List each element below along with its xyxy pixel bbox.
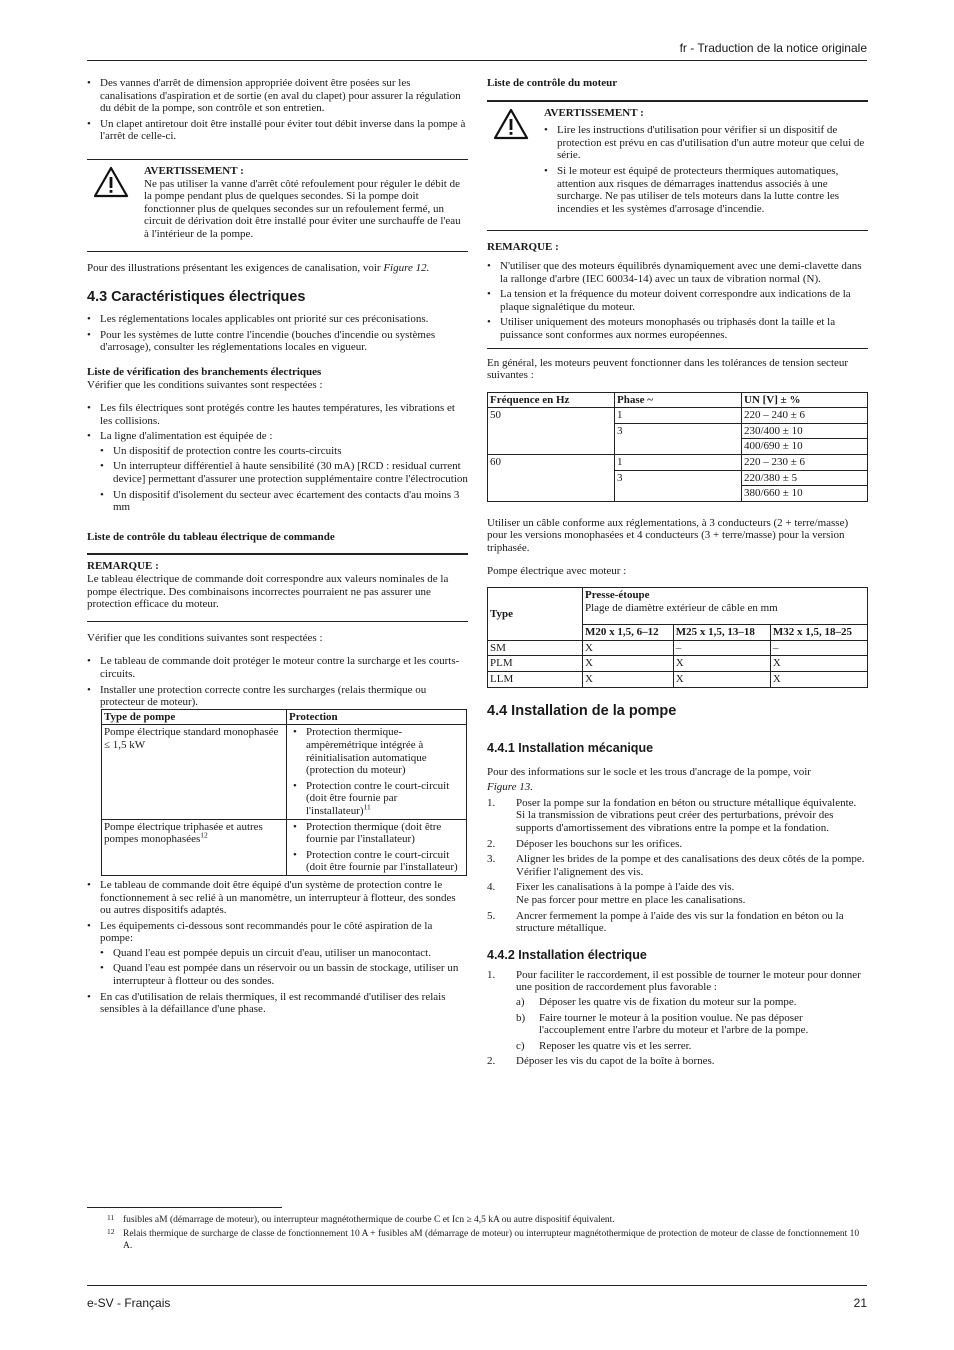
substep-letter: a) bbox=[516, 995, 525, 1008]
step-number: 2. bbox=[487, 837, 496, 850]
subheading-motor-checklist: Liste de contrôle du moteur bbox=[487, 77, 618, 89]
warning-box-valve bbox=[87, 159, 468, 252]
subheading-panel-checklist: Liste de contrôle du tableau électrique de commande bbox=[87, 530, 335, 543]
step-note: Ne pas forcer pour mettre en place les canalisations. bbox=[516, 893, 746, 906]
list-item bbox=[487, 1055, 868, 1068]
table-header: Protection bbox=[287, 709, 467, 725]
header-title: fr - Traduction de la notice originale bbox=[679, 41, 867, 55]
table-row bbox=[488, 408, 868, 424]
step-number: 1. bbox=[487, 796, 496, 809]
step-text: Aligner les brides de la pompe et des canalisations des deux côtés de la pompe. bbox=[516, 853, 865, 866]
panel-checklist bbox=[87, 655, 468, 708]
supply-line-list bbox=[100, 445, 468, 514]
pump-motor-text: Pompe électrique avec moteur : bbox=[487, 564, 627, 577]
footnote-ref: 11 bbox=[363, 802, 371, 812]
connection-intro: Vérifier que les conditions suivantes sont respectées : bbox=[87, 378, 323, 391]
footnote-text: Relais thermique de surcharge de classe de fonctionnement 10 A + fusibles aM (démarrage de moteur) ou interrupteur magnétothermique de protection de moteur de classe de fonctionnement 10 A. bbox=[123, 1229, 860, 1251]
list-item-text: La ligne d'alimentation est équipée de : bbox=[100, 430, 273, 443]
footnote-rule bbox=[87, 1207, 282, 1208]
list-item bbox=[516, 996, 868, 1009]
step-text: Déposer les bouchons sur les orifices. bbox=[516, 837, 683, 850]
pipe-valve-list bbox=[87, 77, 468, 143]
table-header: Type bbox=[488, 588, 583, 641]
list-item bbox=[487, 969, 868, 1053]
table-header: M20 x 1,5, 6–12 bbox=[583, 625, 674, 641]
elec-substeps bbox=[516, 996, 868, 1052]
note-box-panel bbox=[87, 553, 468, 621]
table-cell: LLM bbox=[488, 672, 583, 688]
table-header: UN [V] ± % bbox=[742, 392, 868, 408]
list-item: • Un interrupteur différentiel à haute sensibilité (30 mA) [RCD : residual current device] permettant d'assurer une protection supplémentaire contre l'électrocution bbox=[113, 460, 468, 485]
table-cell: X bbox=[770, 656, 867, 672]
list-item bbox=[487, 881, 868, 906]
table-cell: 220 – 240 ± 6 bbox=[742, 408, 868, 424]
warning-icon bbox=[93, 166, 129, 198]
warning-title: AVERTISSEMENT : bbox=[144, 164, 244, 177]
gland-sublabel: Plage de diamètre extérieur de câble en mm bbox=[585, 601, 778, 614]
list-item: • Pour les systèmes de lutte contre l'incendie (bouches d'incendie ou systèmes d'arrosage), consulter les réglementations locales en vigueur. bbox=[100, 329, 468, 354]
list-item: • Les fils électriques sont protégés contre les hautes températures, les vibrations et les collisions. bbox=[100, 402, 468, 427]
list-item bbox=[100, 920, 468, 988]
list-item bbox=[487, 853, 868, 878]
motor-note-list bbox=[487, 260, 868, 342]
step-text: Fixer les canalisations à la pompe à l'aide des vis. bbox=[516, 881, 735, 894]
list-item bbox=[100, 430, 468, 514]
section-heading-4-4-1: 4.4.1 Installation mécanique bbox=[487, 740, 654, 755]
table-cell bbox=[287, 819, 467, 875]
list-item: • Utiliser uniquement des moteurs monophasés ou triphasés dont la taille et la puissance sont conformes aux normes européennes. bbox=[500, 316, 868, 341]
step-number: 1. bbox=[487, 968, 496, 981]
cable-text: Utiliser un câble conforme aux réglementations, à 3 conducteurs (2 + terre/masse) pour les versions monophasées et 4 conducteurs (3 + terre/masse) pour la version triphasée. bbox=[487, 516, 849, 555]
list-item: • En cas d'utilisation de relais thermiques, il est recommandé d'utiliser des relais sensibles à la défaillance d'une phase. bbox=[100, 991, 468, 1016]
warning-title: AVERTISSEMENT : bbox=[544, 106, 644, 119]
list-item: • Installer une protection correcte contre les surcharges (relais thermique ou protecteur de moteur). bbox=[100, 684, 468, 709]
table-row bbox=[488, 672, 868, 688]
mech-steps bbox=[487, 797, 868, 935]
warning-box-motor bbox=[487, 100, 868, 232]
note-title: REMARQUE : bbox=[487, 241, 559, 254]
table-cell bbox=[287, 725, 467, 819]
table-cell bbox=[102, 725, 287, 819]
table-row bbox=[102, 725, 467, 819]
list-item bbox=[516, 1012, 868, 1037]
footnote-ref: 12 bbox=[200, 830, 208, 840]
substep-letter: b) bbox=[516, 1011, 526, 1024]
list-item bbox=[487, 797, 868, 835]
table-row bbox=[102, 819, 467, 875]
table-cell: – bbox=[770, 640, 867, 656]
table-cell: SM bbox=[488, 640, 583, 656]
section-heading-4-4-2: 4.4.2 Installation électrique bbox=[487, 947, 647, 962]
table-cell: X bbox=[770, 672, 867, 688]
list-item: • Protection contre le court-circuit (doit être fournie par l'installateur) bbox=[306, 849, 464, 874]
pump-type: Pompe électrique standard monophasée ≤ 1,5 kW bbox=[104, 726, 279, 751]
table-cell: – bbox=[673, 640, 770, 656]
illustration-note bbox=[87, 262, 468, 275]
table-cell: 3 bbox=[615, 423, 742, 454]
list-item: • Quand l'eau est pompée dans un réservoir ou un bassin de stockage, utiliser un interrupteur à flotteur ou des sondes. bbox=[113, 962, 468, 987]
table-cell: 230/400 ± 10 bbox=[742, 423, 868, 439]
footnote-text: fusibles aM (démarrage de moteur), ou interrupteur magnétothermique de courbe C et Icn ≥ 4,5 kA ou autre dispositif équivalent. bbox=[123, 1215, 615, 1225]
step-number: 3. bbox=[487, 853, 496, 866]
step-number: 5. bbox=[487, 909, 496, 922]
substep-text: Déposer les quatre vis de fixation du moteur sur la pompe. bbox=[539, 995, 797, 1008]
list-item bbox=[487, 838, 868, 851]
table-cell bbox=[102, 819, 287, 875]
note-text: Le tableau électrique de commande doit correspondre aux valeurs nominales de la pompe électrique. Des combinaisons incorrectes pourraient ne pas assurer une protection efficace du moteur. bbox=[87, 573, 449, 611]
list-item: • Des vannes d'arrêt de dimension appropriée doivent être posées sur les canalisations d'aspiration et de sortie (en aval du clapet) pour assurer la régulation du débit de la pompe, son contrôle et son entretien. bbox=[100, 77, 468, 115]
warning-list bbox=[544, 124, 868, 215]
list-item-text: Les équipements ci-dessous sont recommandés pour le côté aspiration de la pompe: bbox=[100, 919, 433, 945]
mech-figure-ref: Figure 13. bbox=[487, 781, 534, 794]
warning-icon bbox=[493, 108, 529, 140]
table-header: Phase ~ bbox=[615, 392, 742, 408]
protection-text: Protection contre le court-circuit (doit être fournie par l'installateur) bbox=[306, 779, 450, 817]
note-title: REMARQUE : bbox=[87, 560, 159, 573]
footnote-number: 12 bbox=[107, 1227, 115, 1236]
page-number: 21 bbox=[853, 1296, 867, 1310]
table-cell: 60 bbox=[488, 455, 615, 502]
list-item: • Protection thermique-ampèremétrique intégrée à réinitialisation automatique (protection du moteur) bbox=[306, 726, 464, 776]
list-item: • Quand l'eau est pompée depuis un circuit d'eau, utiliser un manocontact. bbox=[113, 947, 468, 960]
footnote-number: 11 bbox=[107, 1213, 115, 1222]
voltage-table bbox=[487, 392, 868, 502]
subheading-connection-checklist: Liste de vérification des branchements électriques bbox=[87, 365, 322, 378]
table-header: Fréquence en Hz bbox=[488, 392, 615, 408]
panel-intro: Vérifier que les conditions suivantes sont respectées : bbox=[87, 631, 323, 644]
figure-ref: Figure 12. bbox=[383, 261, 430, 274]
table-cell: 380/660 ± 10 bbox=[742, 486, 868, 502]
table-cell: 50 bbox=[488, 408, 615, 455]
regulation-list bbox=[87, 313, 468, 354]
step-number: 4. bbox=[487, 881, 496, 894]
table-cell: X bbox=[583, 672, 674, 688]
list-item: • Le tableau de commande doit être équipé d'un système de protection contre le fonctionnement à sec relié à un manomètre, un interrupteur à flotteur, des sondes ou autres dispositifs adaptés. bbox=[100, 879, 468, 917]
footnote-12 bbox=[107, 1228, 867, 1252]
table-cell: X bbox=[673, 672, 770, 688]
substep-letter: c) bbox=[516, 1039, 525, 1052]
section-heading-4-4: 4.4 Installation de la pompe bbox=[487, 702, 677, 719]
table-cell: 1 bbox=[615, 408, 742, 424]
list-item: • La tension et la fréquence du moteur doivent correspondre aux indications de la plaque signalétique du moteur. bbox=[500, 288, 868, 313]
table-cell: 3 bbox=[615, 470, 742, 501]
table-header: M32 x 1,5, 18–25 bbox=[770, 625, 867, 641]
left-column bbox=[87, 77, 468, 1019]
table-header: M25 x 1,5, 13–18 bbox=[673, 625, 770, 641]
suction-list bbox=[100, 947, 468, 988]
list-item: • Le tableau de commande doit protéger le moteur contre la surcharge et les courts-circuits. bbox=[100, 655, 468, 680]
table-cell: PLM bbox=[488, 656, 583, 672]
connection-checklist bbox=[87, 402, 468, 514]
gland-label: Presse-étoupe bbox=[585, 589, 650, 602]
list-item bbox=[516, 1040, 868, 1053]
protection-table bbox=[101, 709, 467, 876]
step-text: Ancrer fermement la pompe à l'aide des vis sur la fondation en béton ou la structure métallique. bbox=[516, 909, 844, 935]
table-header: Type de pompe bbox=[102, 709, 287, 725]
table-row bbox=[488, 640, 868, 656]
table-cell: X bbox=[673, 656, 770, 672]
step-note: Si la transmission de vibrations peut créer des perturbations, prévoir des supports d'amortissement des vibrations entre la pompe et la fondation. bbox=[516, 809, 834, 834]
table-cell: 220/380 ± 5 bbox=[742, 470, 868, 486]
table-cell: 220 – 230 ± 6 bbox=[742, 455, 868, 471]
table-row bbox=[488, 455, 868, 471]
footer-doc-title: e-SV - Français bbox=[87, 1296, 171, 1310]
substep-text: Reposer les quatre vis et les serrer. bbox=[539, 1039, 692, 1052]
mech-intro: Pour des informations sur le socle et les trous d'ancrage de la pompe, voir bbox=[487, 765, 811, 778]
step-text: Poser la pompe sur la fondation en béton ou structure métallique équivalente. bbox=[516, 796, 857, 809]
cable-gland-table bbox=[487, 587, 868, 687]
pump-type: Pompe électrique triphasée et autres pompes monophasées bbox=[104, 820, 263, 846]
list-item: • Un dispositif de protection contre les courts-circuits bbox=[113, 445, 468, 458]
header-rule bbox=[87, 60, 867, 61]
table-row bbox=[488, 656, 868, 672]
list-item bbox=[306, 780, 464, 818]
substep-text: Faire tourner le moteur à la position voulue. Ne pas déposer l'accouplement entre l'arbre du moteur et l'arbre de la pompe. bbox=[539, 1011, 809, 1037]
warning-text: Ne pas utiliser la vanne d'arrêt côté refoulement pour réguler le débit de la pompe pendant plus de quelques secondes. Si la pompe doit fonctionner plus de quelques secondes sur un refoulement fermé, un circuit de dérivation doit être installé pour éviter une surchauffe de l'eau à l'intérieur de la pompe. bbox=[144, 177, 461, 240]
list-item bbox=[487, 910, 868, 935]
tolerance-text: En général, les moteurs peuvent fonctionner dans les tolérances de tension secteur suivantes : bbox=[487, 356, 849, 382]
step-text: Pour faciliter le raccordement, il est possible de tourner le moteur pour donner une position de raccordement plus favorable : bbox=[516, 968, 861, 994]
list-item: • N'utiliser que des moteurs équilibrés dynamiquement avec une demi-clavette dans la rallonge d'arbre (IEC 60034-14) avec un taux de vibration normal (N). bbox=[500, 260, 868, 285]
list-item: • Les réglementations locales applicables ont priorité sur ces préconisations. bbox=[100, 313, 468, 326]
illustration-text: Pour des illustrations présentant les exigences de canalisation, voir bbox=[87, 261, 381, 274]
right-column bbox=[487, 77, 868, 1071]
table-header bbox=[583, 588, 868, 625]
footnote-11 bbox=[107, 1214, 867, 1226]
footer-rule bbox=[87, 1285, 867, 1286]
table-cell: 1 bbox=[615, 455, 742, 471]
list-item: • Un clapet antiretour doit être installé pour éviter tout débit inverse dans la pompe à l'arrêt de celle-ci. bbox=[100, 118, 468, 143]
table-cell: X bbox=[583, 640, 674, 656]
list-item: • Un dispositif d'isolement du secteur avec écartement des contacts d'au moins 3 mm bbox=[113, 489, 468, 514]
panel-extra-list bbox=[87, 879, 468, 1016]
table-cell: 400/690 ± 10 bbox=[742, 439, 868, 455]
list-item: • Lire les instructions d'utilisation pour vérifier si un dispositif de protection est prévu en cas d'utilisation d'un autre moteur que celui de série. bbox=[557, 124, 868, 162]
table-cell: X bbox=[583, 656, 674, 672]
elec-steps bbox=[487, 969, 868, 1068]
step-note: Vérifier l'alignement des vis. bbox=[516, 865, 644, 878]
list-item: • Si le moteur est équipé de protecteurs thermiques automatiques, attention aux risques de démarrages inattendus associés à une surcharge. Ne pas utiliser de tels moteurs dans la lutte contre les incendies et les systèmes d'arrosage d'incendie. bbox=[557, 165, 868, 215]
step-number: 2. bbox=[487, 1055, 496, 1068]
list-item: • Protection thermique (doit être fournie par l'installateur) bbox=[306, 821, 464, 846]
section-heading-4-3: 4.3 Caractéristiques électriques bbox=[87, 289, 306, 306]
step-text: Déposer les vis du capot de la boîte à bornes. bbox=[516, 1055, 715, 1068]
